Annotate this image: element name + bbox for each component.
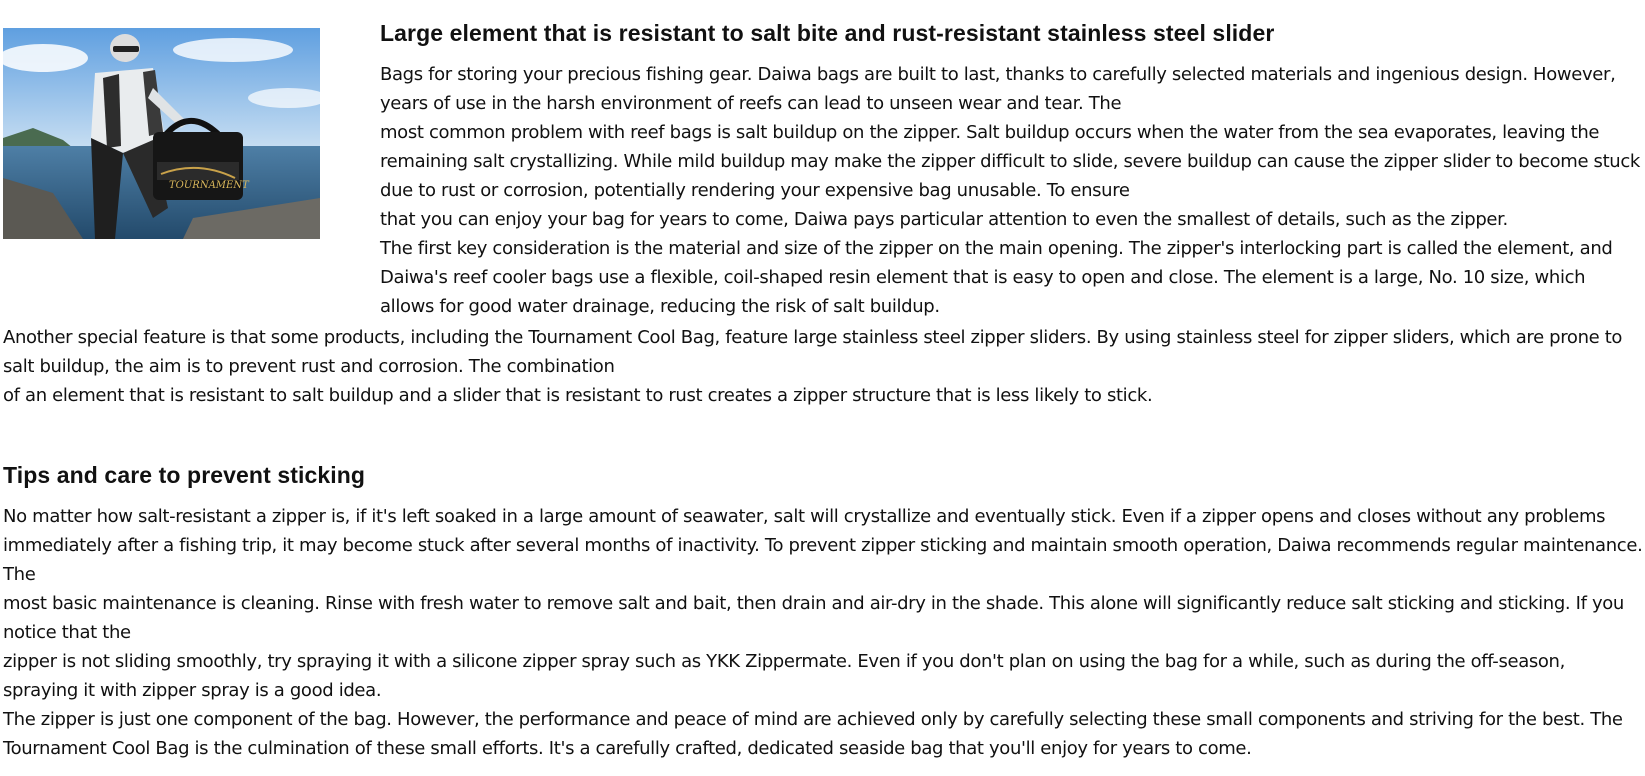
paragraph: of an element that is resistant to salt buildup and a slider that is resistant to rust creates a zipper structure that is less likely to stick. (3, 385, 1153, 406)
paragraph: most common problem with reef bags is salt buildup on the zipper. Salt buildup occurs when the water from the sea evaporates, leaving the remaining salt crystallizing. While mild buildup may make the zipper difficult to slide, severe buildup can cause the zipper slider to become stuck due to rust or corrosion, potentially rendering your expensive bag unusable. To ensure (380, 122, 1640, 201)
section-title: Large element that is resistant to salt bite and rust-resistant stainless steel slider (380, 20, 1275, 46)
product-photo-illustration (3, 28, 320, 239)
paragraph: most basic maintenance is cleaning. Rinse with fresh water to remove salt and bait, then drain and air-dry in the shade. This alone will significantly reduce salt sticking and sticking. If you notice that the (3, 593, 1624, 643)
section-tips-and-care (3, 460, 1643, 763)
product-photo (3, 28, 320, 239)
bag-logo-text: TOURNAMENT (169, 180, 249, 191)
section-title: Tips and care to prevent sticking (3, 462, 366, 488)
paragraph: Bags for storing your precious fishing gear. Daiwa bags are built to last, thanks to carefully selected materials and ingenious design. However, years of use in the harsh environment of reefs can lead to unseen wear and tear. The (380, 64, 1616, 114)
section-salt-resistant-zipper (380, 18, 1642, 321)
paragraph: The first key consideration is the material and size of the zipper on the main opening. The zipper's interlocking part is called the element, and Daiwa's reef cooler bags use a flexible, coil-shaped resin element that is easy to open and close. The element is a large, No. 10 size, which allows for good water drainage, reducing the risk of salt buildup. (380, 238, 1613, 317)
paragraph: The zipper is just one component of the bag. However, the performance and peace of mind are achieved only by carefully selecting these small components and striving for the best. The Tournament Cool Bag is the culmination of these small efforts. It's a carefully crafted, dedicated seaside bag that you'll enjoy for years to come. (3, 709, 1623, 759)
paragraph: Another special feature is that some products, including the Tournament Cool Bag, feature large stainless steel zipper sliders. By using stainless steel for zipper sliders, which are prone to salt buildup, the aim is to prevent rust and corrosion. The combination (3, 327, 1623, 377)
paragraph: zipper is not sliding smoothly, try spraying it with a silicone zipper spray such as YKK Zippermate. Even if you don't plan on using the bag for a while, such as during the off-season, spraying it with zipper spray is a good idea. (3, 651, 1565, 701)
paragraph: No matter how salt-resistant a zipper is, if it's left soaked in a large amount of seawater, salt will crystallize and eventually stick. Even if a zipper opens and closes without any problems immediately after a fishing trip, it may become stuck after several months of inactivity. To prevent zipper sticking and maintain smooth operation, Daiwa recommends regular maintenance. The (3, 506, 1643, 585)
section-salt-resistant-zipper-continued (3, 323, 1643, 410)
paragraph: that you can enjoy your bag for years to come, Daiwa pays particular attention to even the smallest of details, such as the zipper. (380, 209, 1508, 230)
